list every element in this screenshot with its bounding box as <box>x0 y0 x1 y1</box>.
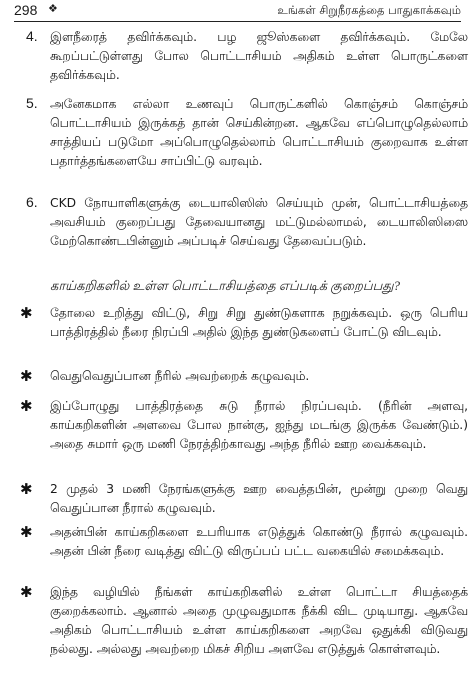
header-rule <box>14 21 461 22</box>
item-number: 6. <box>26 194 38 210</box>
star-bullet-icon: ✱ <box>20 397 33 415</box>
bullet-item <box>20 304 468 342</box>
numbered-item <box>26 28 468 85</box>
section-subheading: காய்கறிகளில் உள்ள பொட்டாசியத்தை எப்படிக் குறைப்பது? <box>50 278 401 293</box>
diamond-ornament-icon: ❖ <box>48 2 58 15</box>
star-bullet-icon: ✱ <box>20 367 33 385</box>
item-text: அனேகமாக எல்லா உணவுப் பொருட்களில் கொஞ்சம் கொஞ்சம் பொட்டாசியம் இருக்கத் தான் செய்கின்றன. ஆகவே எப்பொழுதெல்லாம் சாத்தியப் படுமோ அப்பொழுதெல்லாம் பொட்டாசியம் குறைவாக உள்ள பதார்த்தங்களையே சாப்பிட்டு வரவும். <box>50 97 468 168</box>
bullet-item <box>20 367 468 386</box>
item-text: இளநீரைத் தவிர்க்கவும். பழ ஜூஸ்களை தவிர்க்கவும். மேலே கூறப்பட்டுள்ளது போல பொட்டாசியம் அதிகம் உள்ள பொருட்களை தவிர்க்கவும். <box>50 30 468 82</box>
page-number: 298 <box>14 2 38 18</box>
page-header <box>14 2 461 20</box>
bullet-text: வெதுவெதுப்பான நீரில் அவற்றைக் கழுவவும். <box>50 369 310 383</box>
bullet-text: 2 முதல் 3 மணி நேரங்களுக்கு ஊற வைத்தபின், மூன்று முறை வெது வெதுப்பான நீரால் கழுவவும். <box>50 482 468 515</box>
running-title: உங்கள் சிறுநீரகத்தை பாதுகாக்கவும் <box>277 3 461 17</box>
bullet-text: இப்போழுது பாத்திரத்தை சுடு நீரால் நிரப்பவும். (நீரின் அளவு, காய்கறிகளின் அளவை போல நான்கு, ஐந்து மடங்கு இருக்க வேண்டும்.) அதை சுமார் ஒரு மணி நேரத்திற்காவது அந்த நீரில் ஊற வைக்கவும். <box>50 399 468 451</box>
numbered-item <box>26 95 468 171</box>
bullet-item <box>20 397 468 454</box>
bullet-item <box>20 480 468 518</box>
star-bullet-icon: ✱ <box>20 583 33 601</box>
item-number: 4. <box>26 28 38 44</box>
star-bullet-icon: ✱ <box>20 523 33 541</box>
item-text: CKD நோயாளிகளுக்கு டையாலிஸிஸ் செய்யும் முன், பொட்டாசியத்தை அவசியம் குறைப்பது தேவையானது மட்டுமல்லாமல், டையாலிஸிஸை மேற்கொண்டபின்னும் அப்படிச் செய்வது தேவைப்படும். <box>50 196 468 248</box>
bullet-item <box>20 583 468 659</box>
star-bullet-icon: ✱ <box>20 304 33 322</box>
star-bullet-icon: ✱ <box>20 480 33 498</box>
numbered-item <box>26 194 468 251</box>
bullet-item <box>20 523 468 561</box>
bullet-text: தோலை உறித்து விட்டு, சிறு சிறு துண்டுகளாக நறுக்கவும். ஒரு பெரிய பாத்திரத்தில் நீரை நிரப்பி அதில் இந்த துண்டுகளைப் போட்டு விடவும். <box>50 306 468 339</box>
bullet-text: இந்த வழியில் நீங்கள் காய்கறிகளில் உள்ள பொட்டா சியத்தைக் குறைக்கலாம். ஆனால் அதை முழுவதுமாக நீக்கி விட முடியாது. ஆகவே அதிகம் பொட்டாசியம் உள்ள காய்கறிகளை அறவே ஒதுக்கி விடுவது நல்லது. அல்லது அவற்றை மிகச் சிறிய அளவே எடுத்துக் கொள்ளவும். <box>50 585 468 656</box>
item-number: 5. <box>26 95 38 111</box>
bullet-text: அதன்பின் காய்கறிகளை உபரியாக எடுத்துக் கொண்டு நீரால் கழுவவும். அதன் பின் நீரை வடித்து விட்டு விருப்பப் பட்ட வகையில் சமைக்கவும். <box>50 525 468 558</box>
